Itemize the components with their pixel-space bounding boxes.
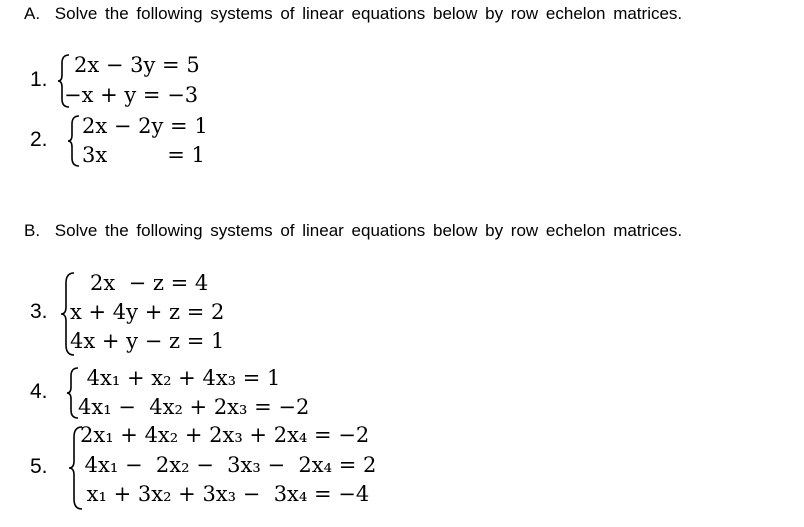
- problem-2-equation-1: 2x − 2y = 1: [82, 114, 208, 138]
- problem-1-equation-1: 2x − 3y = 5: [74, 53, 200, 77]
- section-a-instruction: Solve the following systems of linear equations below by row echelon matrices.: [54, 4, 683, 23]
- section-b-instruction: Solve the following systems of linear equations below by row echelon matrices.: [54, 221, 683, 240]
- problem-5-equation-1: 2x₁ + 4x₂ + 2x₃ + 2x₄ = −2: [80, 423, 370, 447]
- problem-1-equation-2: −x + y = −3: [64, 83, 199, 107]
- problem-3-equation-3: 4x + y − z = 1: [70, 329, 225, 353]
- problem-3-number: 3.: [30, 300, 48, 323]
- section-b-label: B.: [24, 221, 41, 240]
- section-a-label: A.: [24, 4, 41, 23]
- problem-4-equation-2: 4x₁ − 4x₂ + 2x₃ = −2: [78, 395, 310, 419]
- problem-3-equation-1: 2x − z = 4: [70, 271, 209, 295]
- problem-5-equation-2: 4x₁ − 2x₂ − 3x₃ − 2x₄ = 2: [78, 453, 377, 477]
- problem-1-number: 1.: [30, 68, 48, 91]
- problem-4-equation-1: 4x₁ + x₂ + 4x₃ = 1: [80, 366, 281, 390]
- problem-2-number: 2.: [30, 128, 48, 151]
- problem-2-equation-2: 3x = 1: [82, 143, 205, 167]
- problem-3-equation-2: x + 4y + z = 2: [70, 300, 225, 324]
- problem-5-equation-3: x₁ + 3x₂ + 3x₃ − 3x₄ = −4: [80, 482, 370, 506]
- section-b-heading: [24, 221, 682, 241]
- problem-2-brace: [67, 114, 81, 168]
- section-a-heading: [24, 4, 682, 24]
- problem-4-number: 4.: [30, 380, 48, 403]
- problem-5-number: 5.: [30, 455, 48, 478]
